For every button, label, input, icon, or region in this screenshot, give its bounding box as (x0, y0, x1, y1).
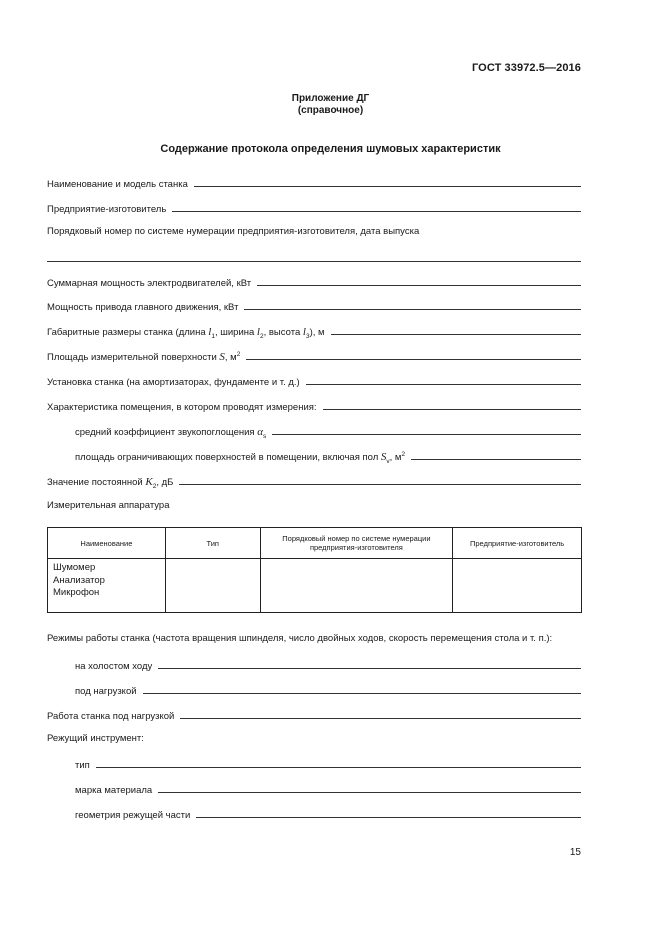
cell-maker[interactable] (453, 559, 582, 613)
field-label: площадь ограничивающих поверхностей в помещении, включая пол $S_v$, $м^2$ (75, 450, 406, 465)
field-label: Наименование и модель станка (47, 179, 188, 190)
field-label: на холостом ходу (75, 661, 153, 672)
field-mode-idle (75, 659, 581, 672)
field-dimensions (47, 325, 581, 338)
field-label: геометрия режущей части (75, 810, 191, 821)
field-label: Площадь измерительной поверхности S, $м^2$ (47, 350, 241, 363)
field-installation (47, 375, 581, 388)
field-label: средний коэффициент звукопоглощения $\alpha_s$ (75, 426, 267, 440)
field-tool-type (75, 758, 581, 771)
field-absorption (75, 425, 581, 438)
fill-line[interactable] (244, 300, 581, 310)
cell-type[interactable] (165, 559, 260, 613)
field-label: Габаритные размеры станка (длина $l_1$, ширина $l_2$, высота $l_3$), м (47, 326, 325, 340)
column-header-number: Порядковый номер по системе нумерации предприятия-изготовителя (260, 528, 453, 559)
fill-line[interactable] (180, 709, 581, 719)
tool-heading: Режущий инструмент: (47, 733, 144, 744)
appendix-title: Приложение ДГ (291, 93, 370, 104)
fill-line[interactable] (194, 177, 581, 187)
field-machine-name (47, 177, 581, 190)
field-label: Мощность привода главного движения, кВт (47, 302, 239, 313)
field-label: марка материала (75, 785, 153, 796)
fill-line-serial-number[interactable] (47, 261, 581, 262)
field-label: Суммарная мощность электродвигателей, кВт (47, 278, 252, 289)
equipment-heading: Измерительная аппаратура (47, 500, 170, 511)
fill-line[interactable] (143, 684, 581, 694)
field-label: под нагрузкой (75, 686, 137, 697)
cell-number[interactable] (260, 559, 453, 613)
field-manufacturer (47, 202, 581, 215)
standard-number: ГОСТ 33972.5—2016 (471, 62, 581, 74)
field-surface-area (47, 350, 581, 363)
instrument-name: Микрофон (53, 587, 100, 598)
fill-line[interactable] (172, 202, 581, 212)
instrument-name: Шумомер (53, 562, 96, 573)
equipment-table (47, 527, 582, 613)
fill-line[interactable] (257, 276, 581, 286)
fill-line[interactable] (158, 659, 581, 669)
page-number: 15 (569, 847, 581, 858)
field-label: Предприятие-изготовитель (47, 204, 167, 215)
fill-line[interactable] (306, 375, 581, 385)
instrument-name: Анализатор (53, 574, 105, 586)
fill-line[interactable] (272, 425, 581, 435)
table-row (48, 559, 582, 613)
page-title: Содержание протокола определения шумовых характеристик (160, 143, 501, 155)
field-serial-number-label: Порядковый номер по системе нумерации предприятия-изготовителя, дата выпуска (47, 226, 420, 237)
column-header-type: Тип (165, 528, 260, 559)
field-label: Характеристика помещения, в котором проводят измерения: (47, 402, 317, 413)
fill-line[interactable] (96, 758, 581, 768)
field-total-power (47, 276, 581, 289)
field-main-drive-power (47, 300, 581, 313)
column-header-maker: Предприятие-изготовитель (453, 528, 582, 559)
field-label: Значение постоянной $K_2$, дБ (47, 476, 174, 490)
cell-name (48, 559, 166, 613)
field-label: Установка станка (на амортизаторах, фундаменте и т. д.) (47, 377, 300, 388)
field-work-under-load (47, 709, 581, 722)
field-label: Работа станка под нагрузкой (47, 711, 175, 722)
fill-line[interactable] (196, 808, 581, 818)
fill-line[interactable] (411, 450, 581, 460)
field-constant (47, 475, 581, 488)
field-mode-load (75, 684, 581, 697)
field-tool-geometry (75, 808, 581, 821)
appendix-note: (справочное) (297, 105, 364, 116)
field-limiting-surfaces (75, 450, 581, 463)
field-label: тип (75, 760, 90, 771)
fill-line[interactable] (179, 475, 581, 485)
field-tool-material (75, 783, 581, 796)
fill-line[interactable] (246, 350, 581, 360)
field-room (47, 400, 581, 413)
column-header-name: Наименование (48, 528, 166, 559)
fill-line[interactable] (323, 400, 581, 410)
fill-line[interactable] (158, 783, 581, 793)
table-header-row (48, 528, 582, 559)
fill-line[interactable] (331, 325, 581, 335)
modes-heading: Режимы работы станка (частота вращения шпинделя, число двойных ходов, скорость перемещения стола и т. п.): (47, 633, 553, 644)
